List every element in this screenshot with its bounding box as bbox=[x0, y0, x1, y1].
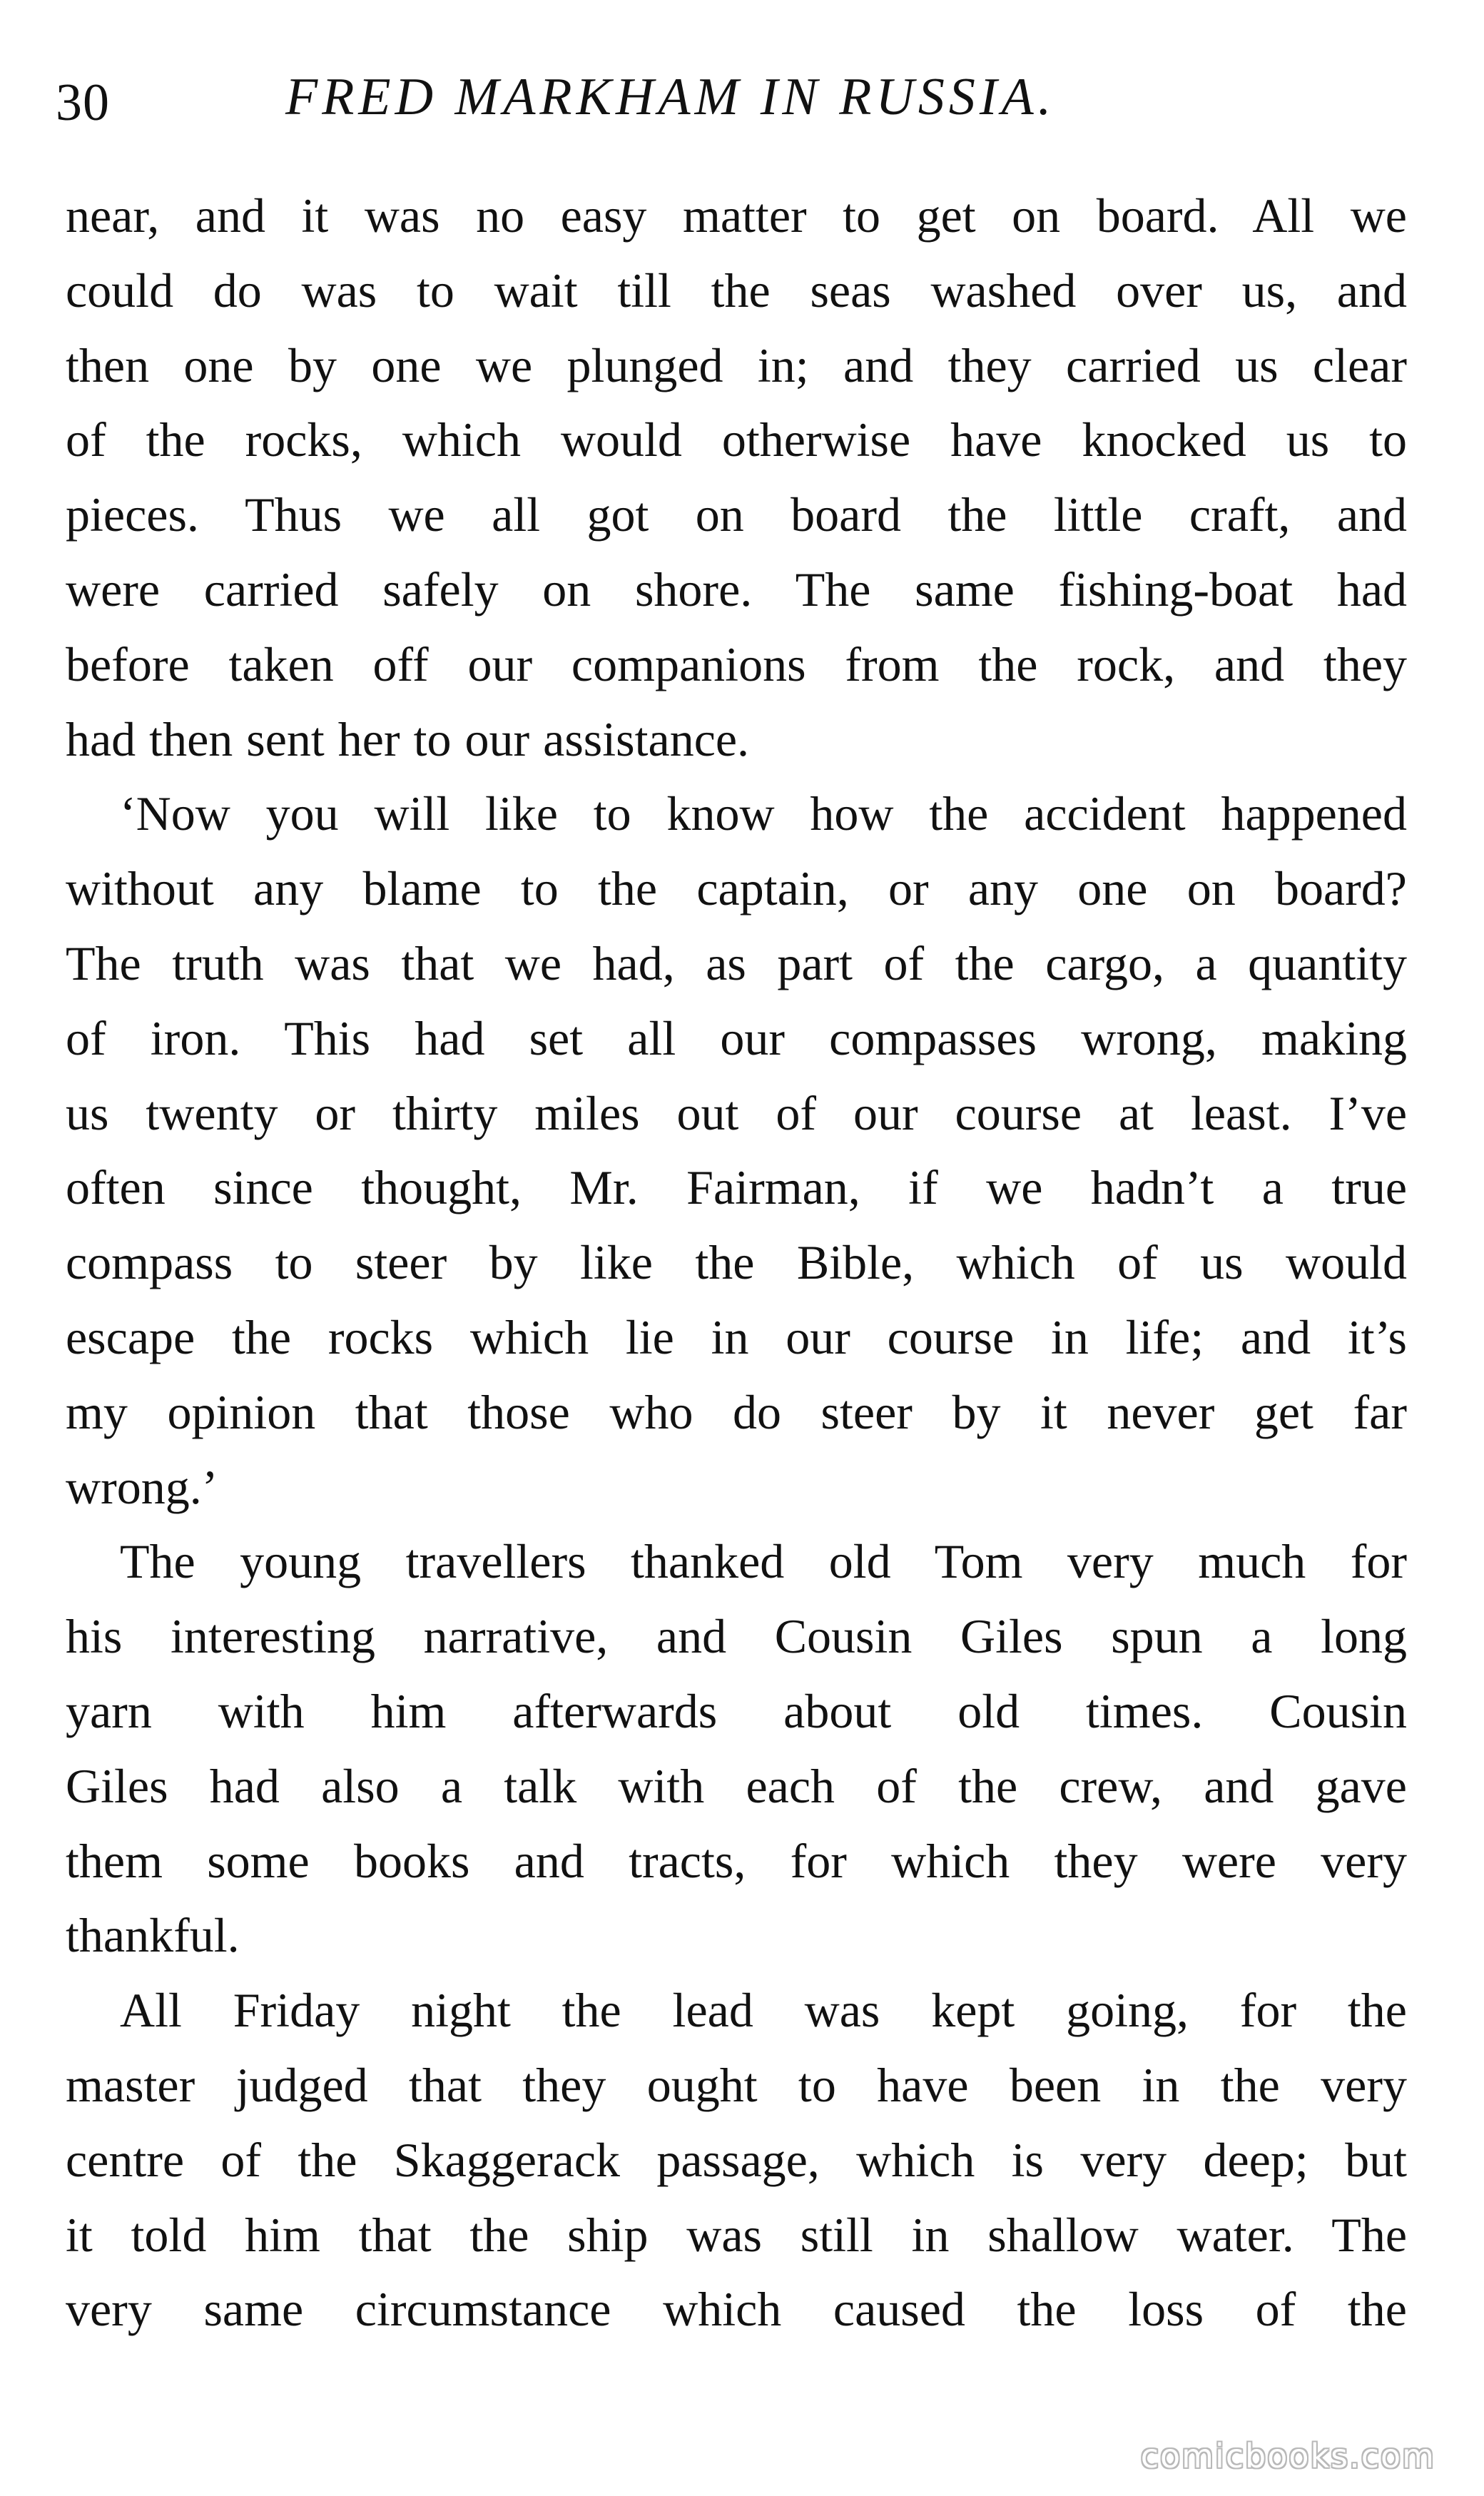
text-line: of iron. This had set all our compasses wrong, making bbox=[66, 1010, 1407, 1065]
running-head bbox=[0, 57, 1484, 143]
text-line: ‘Now you will like to know how the accident happened bbox=[120, 786, 1407, 841]
text-line: it told him that the ship was still in shallow water. The bbox=[66, 2207, 1407, 2262]
text-line: of the rocks, which would otherwise have knocked us to bbox=[66, 412, 1407, 467]
page-number: 30 bbox=[56, 73, 110, 132]
text-line: before taken off our companions from the rock, and they bbox=[66, 636, 1407, 691]
text-line: were carried safely on shore. The same fishing-boat had bbox=[66, 562, 1407, 617]
text-line: them some books and tracts, for which they were very bbox=[66, 1833, 1407, 1888]
text-line: The truth was that we had, as part of the cargo, a quantity bbox=[66, 935, 1407, 990]
text-line: wrong.’ bbox=[66, 1459, 218, 1514]
text-line: escape the rocks which lie in our course in life; and it’s bbox=[66, 1309, 1407, 1364]
book-title: FRED MARKHAM IN RUSSIA. bbox=[285, 68, 1056, 126]
text-line: us twenty or thirty miles out of our course at least. I’ve bbox=[66, 1085, 1407, 1140]
text-line: Giles had also a talk with each of the crew, and gave bbox=[66, 1758, 1407, 1813]
text-line: his interesting narrative, and Cousin Giles spun a long bbox=[66, 1609, 1407, 1664]
text-line: had then sent her to our assistance. bbox=[66, 711, 750, 766]
text-line: very same circumstance which caused the loss of the bbox=[66, 2282, 1407, 2337]
text-line: centre of the Skaggerack passage, which is very deep; but bbox=[66, 2132, 1407, 2187]
text-line: All Friday night the lead was kept going, for the bbox=[120, 1983, 1407, 2038]
text-line: compass to steer by like the Bible, which of us would bbox=[66, 1235, 1407, 1290]
watermark: comicbooks.com bbox=[1140, 2437, 1435, 2475]
text-line: The young travellers thanked old Tom very much for bbox=[120, 1534, 1407, 1589]
text-line: without any blame to the captain, or any one on board? bbox=[66, 861, 1407, 916]
text-line: my opinion that those who do steer by it never get far bbox=[66, 1384, 1407, 1439]
text-line: master judged that they ought to have been in the very bbox=[66, 2057, 1407, 2112]
text-line: yarn with him afterwards about old times. Cousin bbox=[66, 1683, 1407, 1738]
text-line: pieces. Thus we all got on board the little craft, and bbox=[66, 487, 1407, 542]
text-line: could do was to wait till the seas washed over us, and bbox=[66, 263, 1407, 318]
body-text bbox=[66, 178, 1407, 2347]
text-line: often since thought, Mr. Fairman, if we hadn’t a true bbox=[66, 1160, 1407, 1215]
text-line: then one by one we plunged in; and they carried us clear bbox=[66, 338, 1407, 392]
text-line: near, and it was no easy matter to get on board. All we bbox=[66, 188, 1407, 243]
text-line: thankful. bbox=[66, 1908, 240, 1963]
